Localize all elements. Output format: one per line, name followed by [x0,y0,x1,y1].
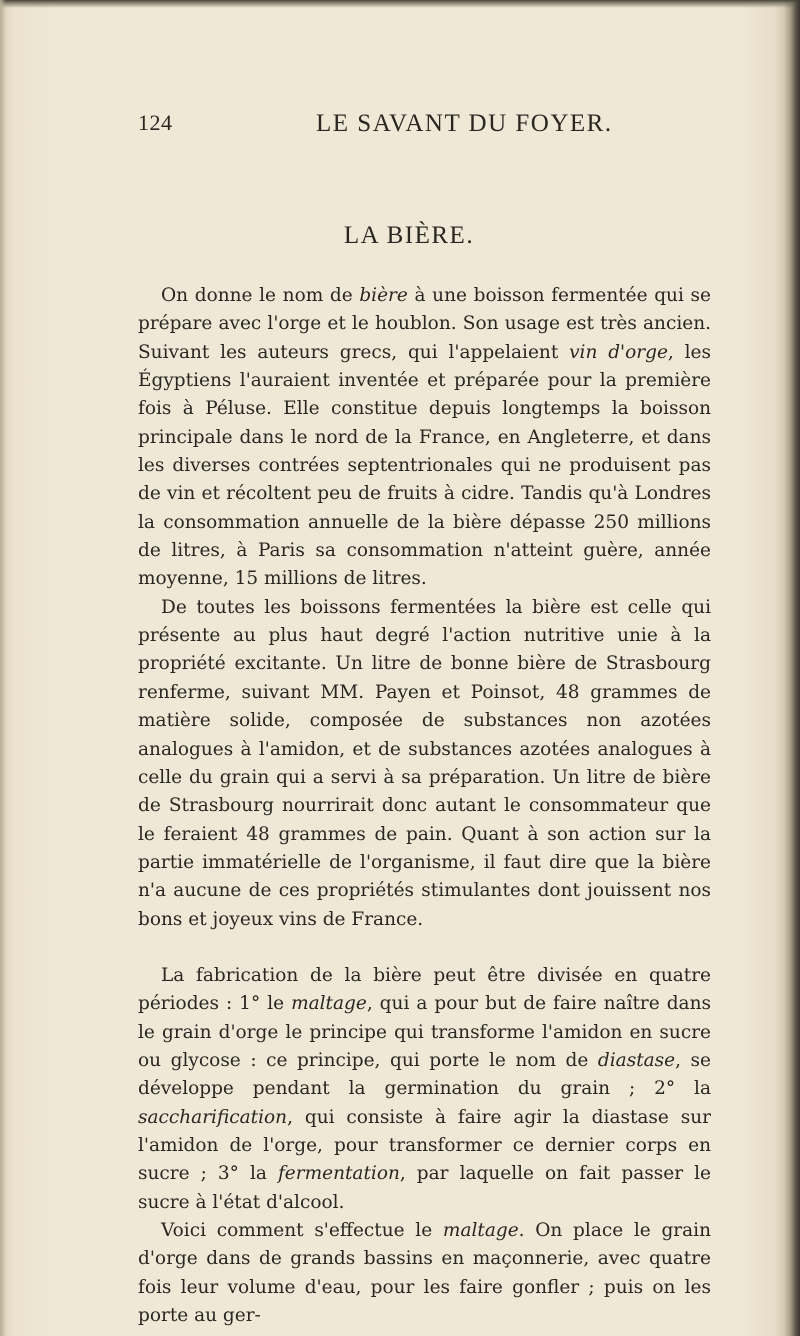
body-text [138,282,711,1330]
text-run: , par laquelle on fait passer le sucre à l'état d'alcool. [138,1163,711,1213]
chapter-title: LA BIÈRE. [343,222,475,249]
text-run: , se développe pendant la germination du grain ; 2° la [138,1049,711,1100]
text-run: , qui consiste à faire agir la diastase sur l'amidon de l'orge, pour transformer ce dernier corps en sucre ; 3° la [138,1106,711,1185]
text-run: . On place le grain d'orge dans de grands bassins en maçonnerie, avec quatre fois leur volume d'eau, pour les faire gonfler ; puis on les porte au ger- [138,1220,712,1327]
text-run: De toutes les boissons fermentées la bière est celle qui présente au plus haut degré l'action nutritive unie à la propriété excitante. Un litre de bonne bière de Strasbourg renferme, suivant MM. Payen et Poinsot, 48 grammes de matière solide, composée de substances non azotées analogues à l'amidon, et de substances azotées analogues à celle du grain qui a servi à sa préparation. Un litre de bière de Strasbourg nourrirait donc autant le consommateur que le feraient 48 grammes de pain. Quant à son action sur la partie immatérielle de l'organisme, il faut dire que la bière n'a aucune de ces propriétés stimulantes dont jouissent nos bons et joyeux vins de France. [138,596,711,930]
paragraph [138,1217,711,1330]
paragraph [138,962,711,1217]
text-run: , les Égyptiens l'auraient inventée et préparée pour la première fois à Péluse. Elle constitue depuis longtemps la boisson principale dans le nord de la France, en Angleterre, et dans les diverses contrées septentrionales qui ne produisent pas de vin et récoltent peu de fruits à cidre. Tandis qu'à Londres la consommation annuelle de la bière dépasse 250 millions de litres, à Paris sa consommation n'atteint guère, année moyenne, 15 millions de litres. [138,341,711,590]
page-number: 124 [138,110,173,135]
emphasized-term: vin d'orge [569,341,668,363]
running-title: LE SAVANT DU FOYER. [316,110,613,137]
emphasized-term: saccharification [138,1106,288,1128]
text-run: à une boisson fermentée qui se prépare avec l'orge et le houblon. Son usage est très ancien. Suivant les auteurs grecs, qui l'appelaient [138,285,711,363]
paragraph [138,594,711,934]
emphasized-term: bière [359,285,408,306]
text-run: Voici comment s'effectue le [161,1220,443,1241]
emphasized-term: maltage [291,993,367,1015]
text-run: , qui a pour but de faire naître dans le grain d'orge le principe qui transforme l'amidon en sucre ou glycose : ce principe, qui porte le nom de [138,993,711,1071]
page-left-edge [0,0,6,1336]
page-binding-edge [784,0,800,1336]
text-run: La fabrication de la bière peut être divisée en quatre périodes : 1° le [138,964,711,1015]
page-top-shadow [0,0,800,8]
paragraph [138,282,711,594]
emphasized-term: maltage [442,1220,519,1241]
emphasized-term: diastase [597,1049,676,1071]
text-run: On donne le nom de [161,285,360,306]
running-header [138,110,698,140]
emphasized-term: fermentation [277,1163,400,1185]
